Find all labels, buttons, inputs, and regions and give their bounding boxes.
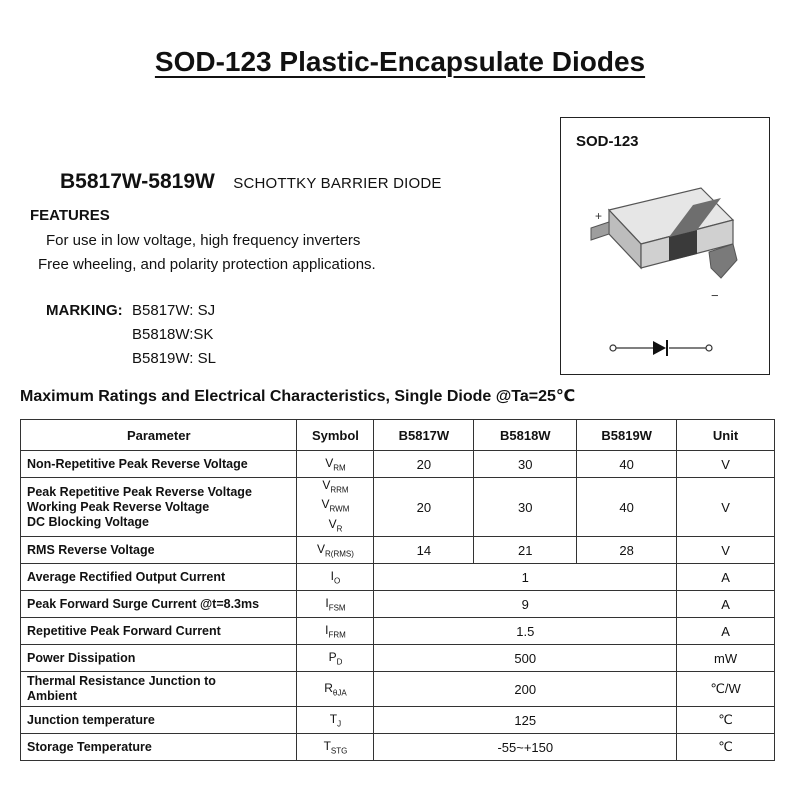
- parameter-cell: RMS Reverse Voltage: [21, 537, 297, 564]
- parameter-cell: Peak Repetitive Peak Reverse Voltage Working Peak Reverse Voltage DC Blocking Voltage: [21, 478, 297, 537]
- header-unit: Unit: [677, 420, 775, 451]
- value-cell: 500: [374, 645, 677, 672]
- feature-item: For use in low voltage, high frequency inverters: [46, 232, 361, 249]
- value-cell: 1: [374, 564, 677, 591]
- marking-item: B5818W:SK: [132, 326, 214, 343]
- parameter-cell: Power Dissipation: [21, 645, 297, 672]
- features-heading: FEATURES: [30, 207, 110, 224]
- value-cell: 40: [577, 478, 677, 537]
- table-header-row: [21, 420, 775, 451]
- table-row: [21, 645, 775, 672]
- unit-cell: ℃: [677, 734, 775, 761]
- value-cell: 21: [474, 537, 577, 564]
- value-cell: 20: [374, 478, 474, 537]
- symbol-cell: $I_O$: [297, 564, 374, 591]
- value-cell: 125: [374, 707, 677, 734]
- parameter-cell: Peak Forward Surge Current @t=8.3ms: [21, 591, 297, 618]
- minus-marker: −: [711, 288, 719, 303]
- unit-cell: A: [677, 618, 775, 645]
- marking-label: MARKING:: [46, 302, 123, 319]
- part-description: SCHOTTKY BARRIER DIODE: [233, 175, 442, 192]
- symbol-cell: $V_{R(RMS)}$: [297, 537, 374, 564]
- symbol-cell: $T_{STG}$: [297, 734, 374, 761]
- header-b5817w: B5817W: [374, 420, 474, 451]
- diode-terminal-cathode: [706, 345, 712, 351]
- marking-item: B5819W: SL: [132, 350, 216, 367]
- value-cell: 40: [577, 451, 677, 478]
- package-label: SOD-123: [576, 133, 639, 150]
- package-drawing-box: [560, 117, 770, 375]
- diode-symbol-icon: [653, 341, 666, 355]
- part-line: [60, 170, 442, 194]
- unit-cell: mW: [677, 645, 775, 672]
- parameter-cell: Non-Repetitive Peak Reverse Voltage: [21, 451, 297, 478]
- header-b5818w: B5818W: [474, 420, 577, 451]
- value-cell: 28: [577, 537, 677, 564]
- part-number: B5817W-5819W: [60, 170, 215, 193]
- table-row: [21, 672, 775, 707]
- value-cell: 14: [374, 537, 474, 564]
- symbol-cell: $R_{\theta JA}$: [297, 672, 374, 707]
- parameter-cell: Junction temperature: [21, 707, 297, 734]
- value-cell: 9: [374, 591, 677, 618]
- symbol-cell: $P_D$: [297, 645, 374, 672]
- page-title-text: SOD-123 Plastic-Encapsulate Diodes: [154, 46, 646, 77]
- symbol-cell: $I_{FRM}$: [297, 618, 374, 645]
- symbol-cell: $I_{FSM}$: [297, 591, 374, 618]
- unit-cell: A: [677, 591, 775, 618]
- table-row: [21, 478, 775, 537]
- package-outline-drawing: [561, 118, 769, 374]
- anode-lead: [591, 222, 609, 240]
- table-row: [21, 591, 775, 618]
- unit-cell: V: [677, 451, 775, 478]
- parameter-cell: Repetitive Peak Forward Current: [21, 618, 297, 645]
- value-cell: 200: [374, 672, 677, 707]
- table-row: [21, 707, 775, 734]
- ratings-table: [20, 419, 775, 761]
- table-row: [21, 451, 775, 478]
- diode-terminal-anode: [610, 345, 616, 351]
- section-heading: Maximum Ratings and Electrical Characteristics, Single Diode @Ta=25℃: [20, 388, 576, 405]
- feature-item: Free wheeling, and polarity protection applications.: [38, 256, 376, 273]
- table-row: [21, 734, 775, 761]
- table-row: [21, 537, 775, 564]
- unit-cell: ℃/W: [677, 672, 775, 707]
- parameter-cell: Average Rectified Output Current: [21, 564, 297, 591]
- symbol-cell: $V_{RRM}$ $V_{RWM}$ $V_R$: [297, 478, 374, 537]
- value-cell: 20: [374, 451, 474, 478]
- symbol-cell: $T_J$: [297, 707, 374, 734]
- parameter-cell: Storage Temperature: [21, 734, 297, 761]
- value-cell: -55~+150: [374, 734, 677, 761]
- value-cell: 30: [474, 478, 577, 537]
- unit-cell: V: [677, 478, 775, 537]
- header-b5819w: B5819W: [577, 420, 677, 451]
- value-cell: 30: [474, 451, 577, 478]
- unit-cell: V: [677, 537, 775, 564]
- value-cell: 1.5: [374, 618, 677, 645]
- table-row: [21, 564, 775, 591]
- header-symbol: Symbol: [297, 420, 374, 451]
- parameter-cell: Thermal Resistance Junction to Ambient: [21, 672, 297, 707]
- page-title: [0, 46, 800, 78]
- header-parameter: Parameter: [21, 420, 297, 451]
- plus-marker: +: [595, 209, 603, 223]
- symbol-cell: $V_{RM}$: [297, 451, 374, 478]
- unit-cell: ℃: [677, 707, 775, 734]
- unit-cell: A: [677, 564, 775, 591]
- marking-item: B5817W: SJ: [132, 302, 216, 319]
- table-row: [21, 618, 775, 645]
